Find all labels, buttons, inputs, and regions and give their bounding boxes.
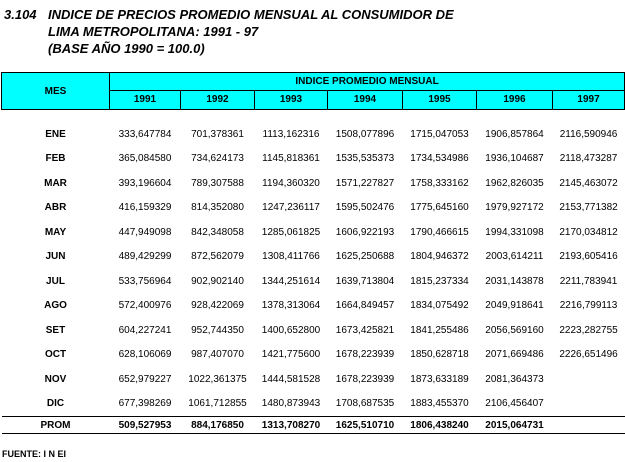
column-header-mes: MES [2, 73, 110, 110]
value-cell: 1673,425821 [335, 324, 395, 336]
value-cell: 734,624173 [191, 153, 244, 165]
value-cell: 1247,236117 [262, 202, 320, 214]
value-cell: 1113,162316 [262, 128, 320, 140]
value-cell: 1308,411766 [262, 251, 320, 263]
month-label: MAY [44, 226, 67, 238]
value-cell: 393,196604 [118, 177, 172, 189]
value-cell: 884,176850 [181, 417, 255, 434]
value-cell: 652,979227 [118, 373, 172, 385]
group-header: INDICE PROMEDIO MENSUAL [110, 73, 625, 91]
value-cell: 2081,364373 [485, 373, 544, 385]
value-cell: 1979,927172 [485, 202, 544, 214]
year-header: 1992 [181, 90, 255, 109]
month-label: NOV [44, 373, 67, 385]
value-cell: 1664,849457 [335, 300, 395, 312]
value-cell: 2015,064731 [477, 417, 553, 434]
value-cell: 1708,687535 [335, 398, 395, 410]
value-cell: 872,562079 [191, 251, 244, 263]
value-cell: 1285,061825 [261, 226, 321, 238]
value-cell: 1639,713804 [335, 275, 395, 287]
value-cell: 1378,313064 [261, 300, 321, 312]
value-cell: 902,902140 [191, 275, 244, 287]
value-cell: 1906,857864 [485, 128, 544, 140]
value-cell: 1344,251614 [261, 275, 321, 287]
month-label: AGO [44, 300, 67, 312]
value-cell: 2216,799113 [559, 300, 618, 312]
value-cell: 1625,250688 [335, 251, 395, 263]
table-row [2, 147, 625, 172]
value-cell: 628,106069 [118, 349, 172, 361]
month-label: OCT [44, 349, 67, 361]
value-cell: 1775,645160 [410, 202, 469, 214]
value-cell: 1508,077896 [335, 128, 395, 140]
price-index-table [1, 72, 625, 434]
value-cell [553, 392, 625, 417]
value-cell: 1758,333162 [410, 177, 469, 189]
value-cell: 1815,237334 [410, 275, 469, 287]
table-row [2, 367, 625, 392]
table-row [2, 318, 625, 343]
table-row [2, 220, 625, 245]
value-cell [553, 417, 625, 434]
year-header: 1996 [477, 90, 553, 109]
value-cell: 987,407070 [191, 349, 244, 361]
value-cell: 701,378361 [191, 128, 244, 140]
value-cell: 1678,223939 [335, 373, 395, 385]
value-cell: 1678,223939 [335, 349, 395, 361]
year-header: 1993 [255, 90, 328, 109]
value-cell: 1444,581528 [261, 373, 321, 385]
value-cell: 572,400976 [118, 300, 172, 312]
value-cell: 2106,456407 [485, 398, 544, 410]
value-cell: 447,949098 [118, 226, 172, 238]
value-cell: 952,744350 [191, 324, 244, 336]
value-cell: 1313,708270 [255, 417, 328, 434]
table-row [2, 245, 625, 270]
value-cell: 1194,360320 [262, 177, 320, 189]
year-header: 1997 [553, 90, 625, 109]
value-cell: 2049,918641 [485, 300, 544, 312]
value-cell: 2056,569160 [485, 324, 544, 336]
table-row [2, 343, 625, 368]
month-label: ABR [44, 202, 67, 214]
table-row [2, 269, 625, 294]
title-line-2: LIMA METROPOLITANA: 1991 - 97 [48, 24, 259, 39]
title-line-1: INDICE DE PRECIOS PROMEDIO MENSUAL AL CONSUMIDOR DE [48, 7, 454, 22]
value-cell: 2145,463072 [559, 177, 618, 189]
month-label: FEB [45, 153, 66, 165]
value-cell: 2211,783941 [559, 275, 618, 287]
value-cell: 1606,922193 [335, 226, 395, 238]
title-line-3: (BASE AÑO 1990 = 100.0) [48, 41, 205, 56]
value-cell: 1480,873943 [261, 398, 321, 410]
value-cell: 1936,104687 [485, 153, 544, 165]
value-cell: 1625,510710 [328, 417, 403, 434]
table-row [2, 392, 625, 417]
value-cell: 489,429299 [118, 251, 172, 263]
value-cell: 2071,669486 [485, 349, 544, 361]
month-label: SET [45, 324, 66, 336]
value-cell [553, 367, 625, 392]
table-row [2, 122, 625, 147]
value-cell: 842,348058 [191, 226, 244, 238]
value-cell: 1022,361375 [188, 373, 247, 385]
prom-row [2, 417, 625, 434]
value-cell: 2003,614211 [485, 251, 544, 263]
value-cell: 2223,282755 [559, 324, 618, 336]
value-cell: 1061,712855 [188, 398, 247, 410]
value-cell: 1571,227827 [335, 177, 395, 189]
value-cell: 1595,502476 [335, 202, 395, 214]
value-cell: 1715,047053 [410, 128, 469, 140]
table-title [4, 6, 454, 57]
month-label: JUN [45, 251, 66, 263]
value-cell: 2031,143878 [485, 275, 544, 287]
table-row [2, 171, 625, 196]
table-row [2, 196, 625, 221]
value-cell: 1962,826035 [485, 177, 544, 189]
value-cell: 928,422069 [191, 300, 244, 312]
value-cell: 1883,455370 [410, 398, 469, 410]
value-cell: 509,527953 [110, 417, 181, 434]
value-cell: 677,398269 [118, 398, 172, 410]
source-note: FUENTE: I N EI [2, 449, 67, 459]
value-cell: 2226,651496 [559, 349, 618, 361]
value-cell: 2170,034812 [559, 226, 618, 238]
value-cell: 1873,633189 [410, 373, 469, 385]
month-label: DIC [46, 398, 65, 410]
value-cell: 1804,946372 [410, 251, 469, 263]
year-header: 1995 [403, 90, 477, 109]
value-cell: 1834,075492 [410, 300, 469, 312]
value-cell: 533,756964 [118, 275, 172, 287]
month-label: MAR [44, 177, 67, 189]
value-cell: 2193,605416 [559, 251, 618, 263]
table-row [2, 294, 625, 319]
value-cell: 333,647784 [118, 128, 172, 140]
value-cell: 604,227241 [118, 324, 172, 336]
value-cell: 1421,775600 [261, 349, 321, 361]
value-cell: 416,159329 [118, 202, 172, 214]
value-cell: 1535,535373 [335, 153, 395, 165]
value-cell: 2118,473287 [559, 153, 618, 165]
value-cell: 1994,331098 [485, 226, 544, 238]
value-cell: 1400,652800 [261, 324, 321, 336]
month-label: JUL [46, 275, 65, 287]
year-header: 1994 [328, 90, 403, 109]
value-cell: 365,084580 [118, 153, 172, 165]
value-cell: 2116,590946 [559, 128, 618, 140]
value-cell: 1790,466615 [410, 226, 469, 238]
year-header: 1991 [110, 90, 181, 109]
value-cell: 1734,534986 [410, 153, 469, 165]
month-label: PROM [2, 417, 110, 434]
month-label: ENE [45, 128, 66, 140]
value-cell: 2153,771382 [559, 202, 618, 214]
table-number: 3.104 [4, 7, 37, 22]
value-cell: 1841,255486 [410, 324, 469, 336]
value-cell: 814,352080 [191, 202, 244, 214]
value-cell: 789,307588 [191, 177, 244, 189]
value-cell: 1145,818361 [262, 153, 320, 165]
value-cell: 1850,628718 [410, 349, 469, 361]
value-cell: 1806,438240 [403, 417, 477, 434]
